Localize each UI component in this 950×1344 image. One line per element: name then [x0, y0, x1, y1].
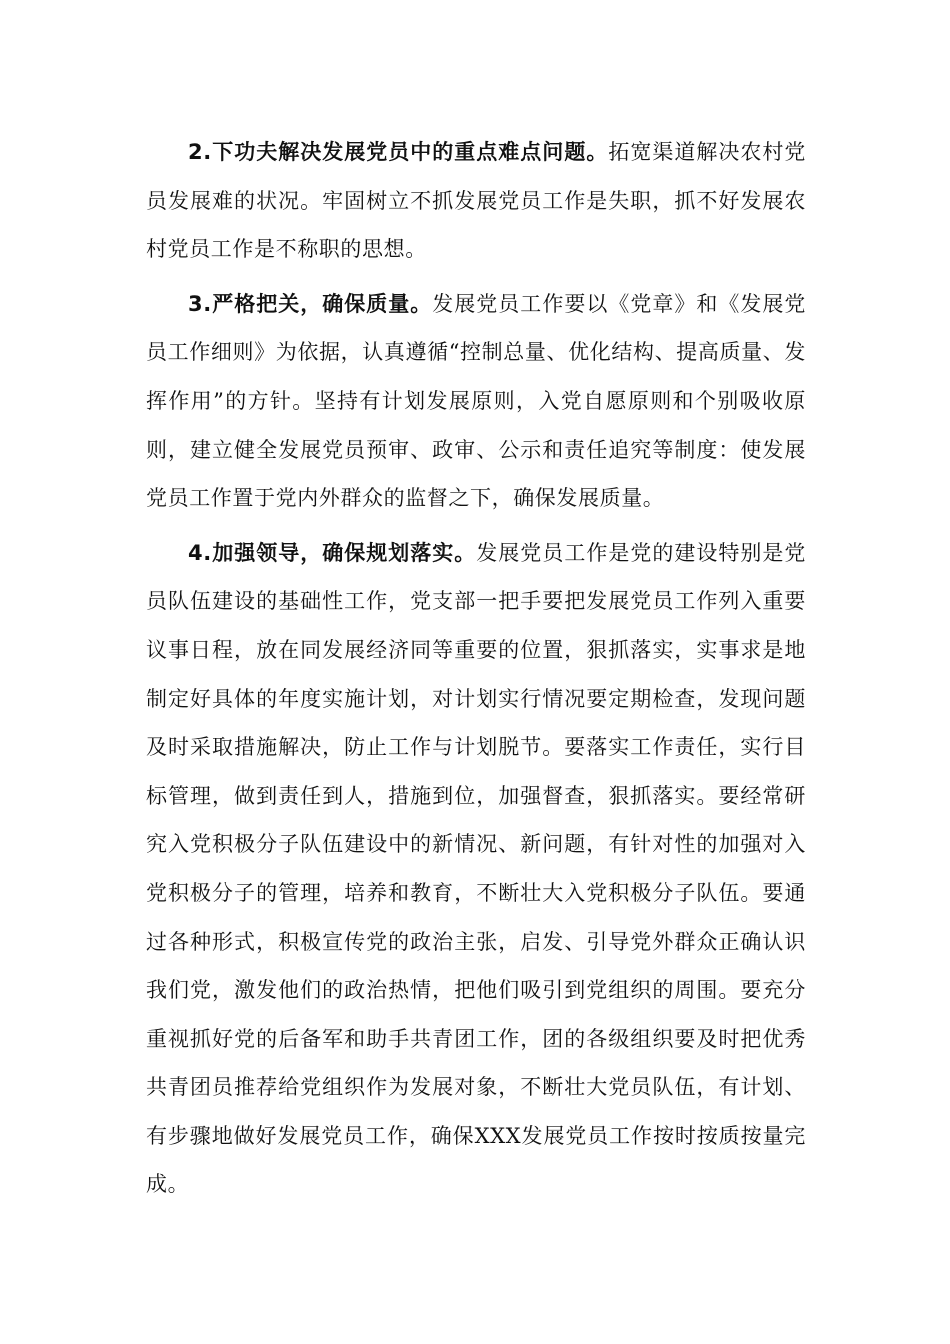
paragraph-text: 发展党员工作要以《党章》和《发展党员工作细则》为依据，认真遵循“控制总量、优化结构、提高质量、发挥作用”的方针。坚持有计划发展原则，入党自愿原则和个别吸收原则，建立健全发展党员预审、政审、公示和责任追究等制度：使发展党员工作置于党内外群众的监督之下，确保发展质量。: [146, 291, 806, 511]
paragraph-text: 发展党员工作是党的建设特别是党员队伍建设的基础性工作，党支部一把手要把发展党员工作列入重要议事日程，放在同发展经济同等重要的位置，狠抓落实，实事求是地制定好具体的年度实施计划，对计划实行情况要定期检查，发现问题及时采取措施解决，防止工作与计划脱节。要落实工作责任，实行目标管理，做到责任到人，措施到位，加强督查，狠抓落实。要经常研究入党积极分子队伍建设中的新情况、新问题，有针对性的加强对入党积极分子的管理，培养和教育，不断壮大入党积极分子队伍。要通过各种形式，积极宣传党的政治主张，启发、引导党外群众正确认识我们党，激发他们的政治热情，把他们吸引到党组织的周围。要充分重视抓好党的后备军和助手共青团工作，团的各级组织要及时把优秀共青团员推荐给党组织作为发展对象，不断壮大党员队伍，有计划、有步骤地做好发展党员工作，确保XXX发展党员工作按时按质按量完成。: [146, 540, 806, 1197]
paragraph-2: [146, 128, 806, 274]
paragraph-3: [146, 280, 806, 523]
paragraph-heading: 2.下功夫解决发展党员中的重点难点问题。: [188, 140, 609, 164]
paragraph-4: [146, 529, 806, 1209]
document-body: [146, 128, 806, 1215]
paragraph-heading: 3.严格把关，确保质量。: [188, 291, 433, 316]
paragraph-heading: 4.加强领导，确保规划落实。: [188, 540, 477, 565]
paragraph-text: 拓宽渠道解决农村党员发展难的状况。牢固树立不抓发展党员工作是失职，抓不好发展农村党员工作是不称职的思想。: [146, 140, 806, 262]
